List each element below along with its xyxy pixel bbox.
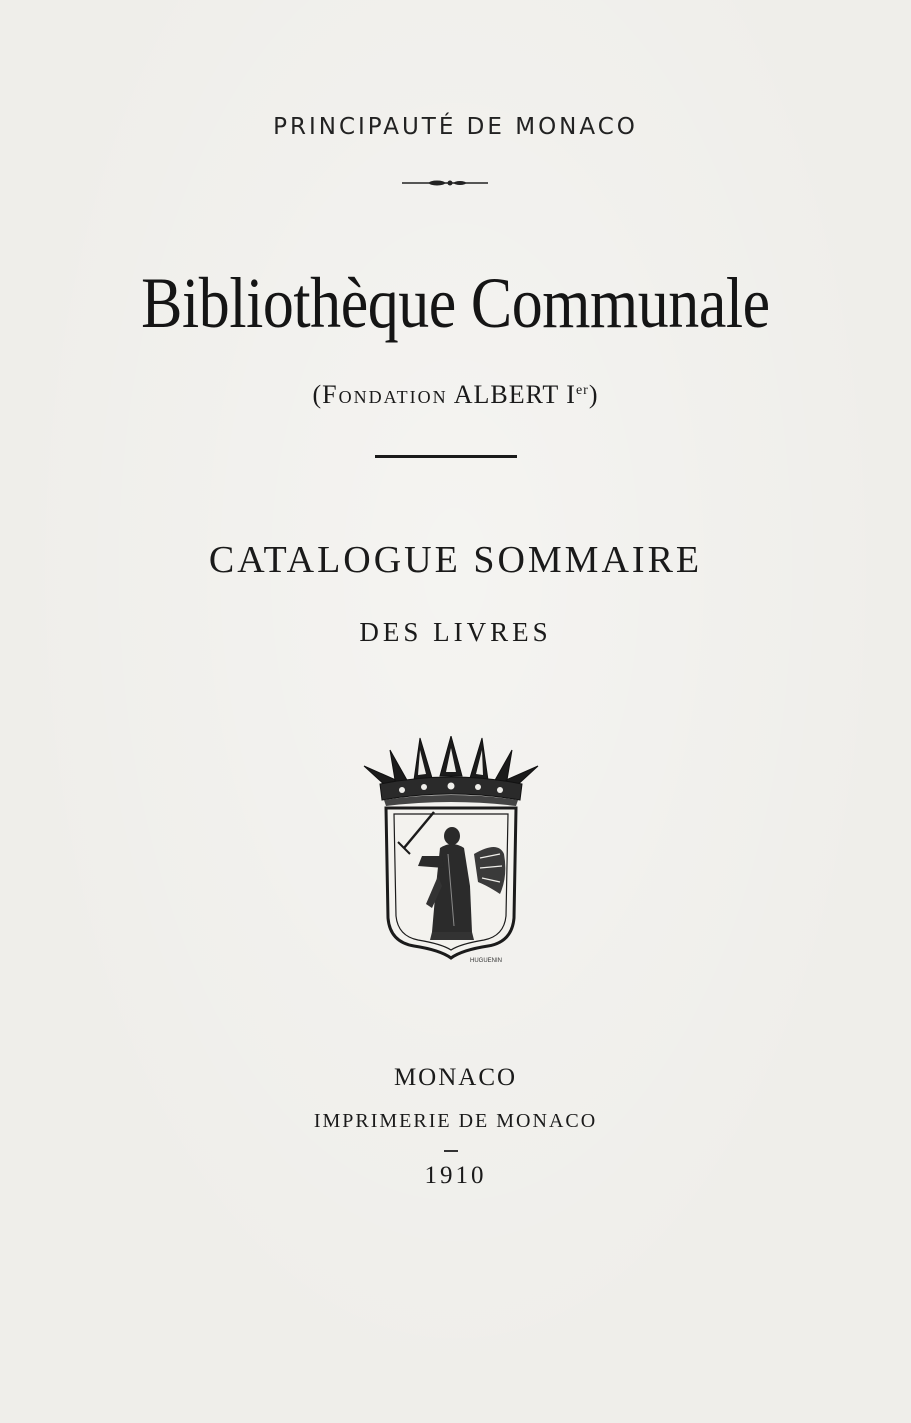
engraver-mark: HUGUENIN bbox=[470, 958, 503, 964]
imprint-city: MONACO bbox=[393, 1064, 518, 1091]
foundation-word: Fondation bbox=[322, 380, 448, 409]
imprint-year: 1910 bbox=[424, 1162, 487, 1189]
ornament-divider-icon bbox=[402, 178, 488, 188]
foundation-subtitle bbox=[0, 380, 911, 410]
foundation-open-paren: ( bbox=[312, 380, 323, 409]
catalogue-subheading: DES LIVRES bbox=[359, 617, 552, 647]
title-rule bbox=[375, 455, 517, 458]
monaco-coat-of-arms-icon bbox=[362, 736, 540, 964]
foundation-superscript: er bbox=[575, 383, 589, 398]
imprint-printer: IMPRIMERIE DE MONACO bbox=[313, 1110, 598, 1132]
principality-heading: PRINCIPAUTÉ DE MONACO bbox=[273, 114, 638, 140]
imprint-dash bbox=[444, 1150, 458, 1152]
catalogue-heading: CATALOGUE SOMMAIRE bbox=[208, 539, 703, 581]
foundation-close-paren: ) bbox=[588, 380, 599, 409]
foundation-name: ALBERT I bbox=[453, 380, 576, 409]
library-title: Bibliothèque Communale bbox=[141, 263, 770, 343]
